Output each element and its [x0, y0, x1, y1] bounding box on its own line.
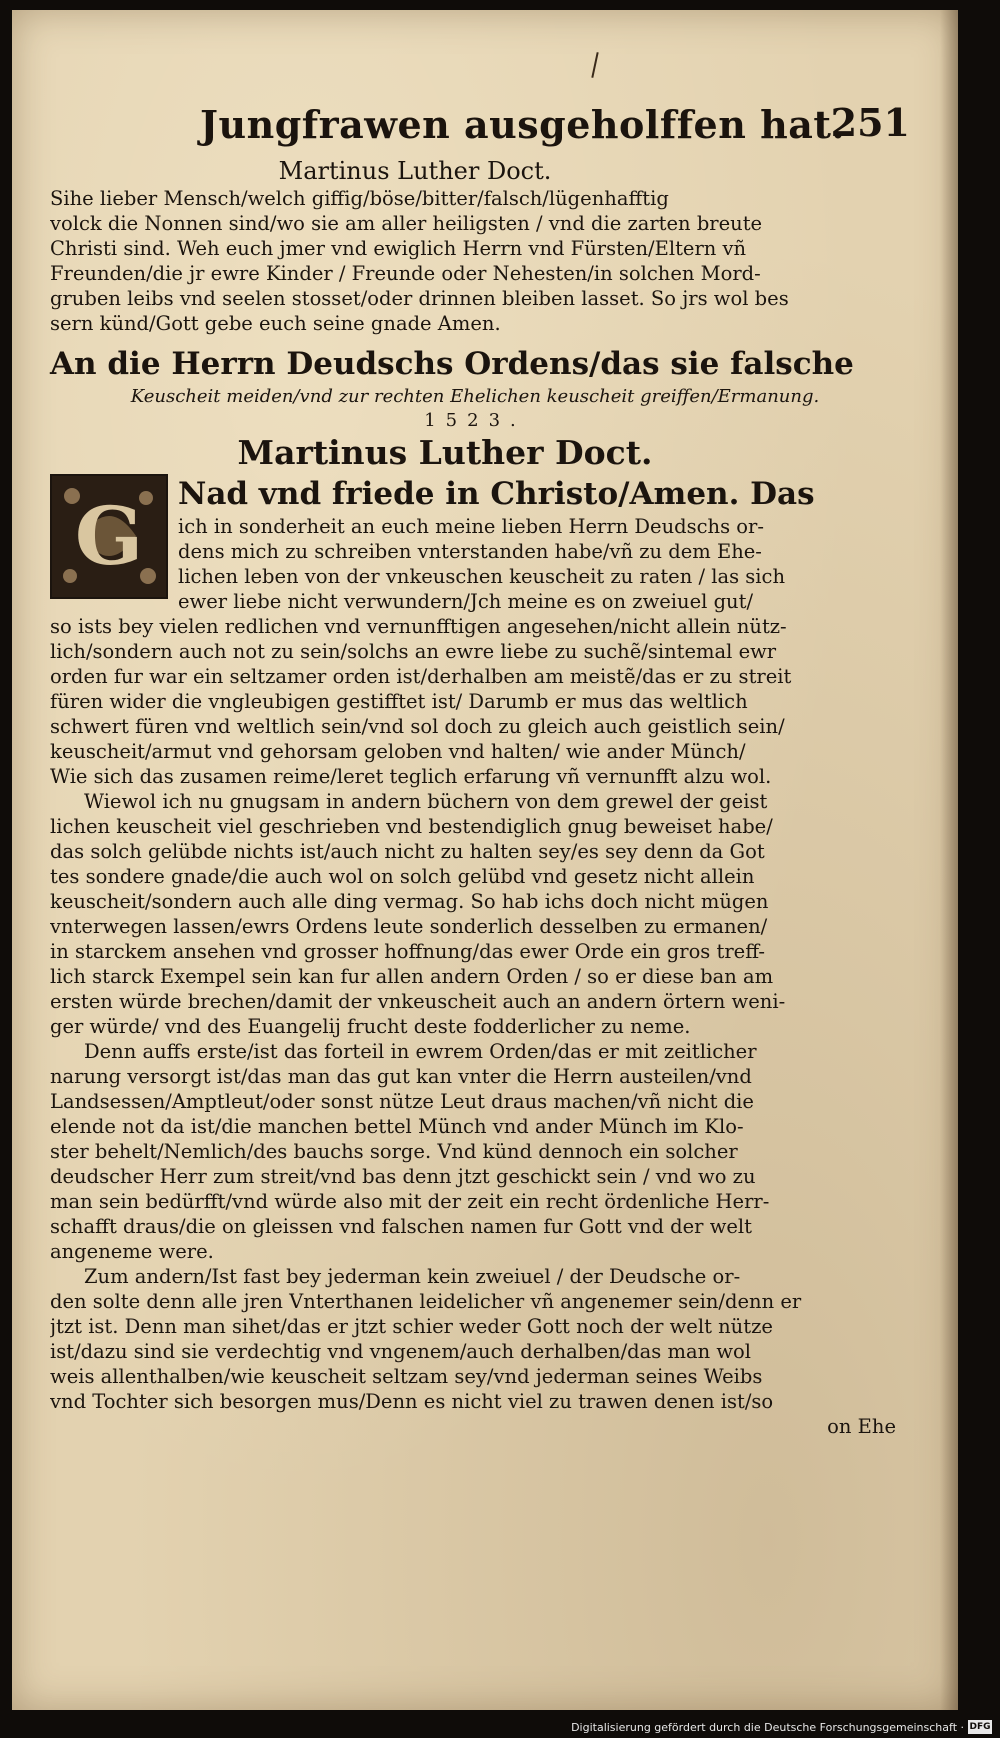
text-line: den solte denn alle jren Vnterthanen leidelicher vñ angenemer sein/denn er	[50, 1290, 802, 1313]
text-line: Wie sich das zusamen reime/leret teglich erfarung vñ vernunfft alzu wol.	[50, 765, 772, 788]
text-line: Landsessen/Amptleut/oder sonst nütze Leut draus machen/vñ nicht die	[50, 1090, 754, 1113]
text-line: Denn auffs erste/ist das forteil in ewrem Orden/das er mit zeitlicher	[84, 1040, 757, 1063]
running-head	[50, 100, 910, 156]
text-line: gruben leibs vnd seelen stosset/oder drinnen bleiben lasset. So jrs wol bes	[50, 287, 789, 310]
decorated-initial-icon	[52, 476, 166, 597]
section2-author: Martinus Luther Doct.	[237, 433, 653, 472]
text-line: elende not da ist/die manchen bettel Münch vnd ander Münch im Klo-	[50, 1115, 744, 1138]
text-line: keuscheit/armut vnd gehorsam geloben vnd halten/ wie ander Münch/	[50, 740, 746, 763]
text-line: schafft draus/die on gleissen vnd falschen namen fur Gott vnd der welt	[50, 1215, 753, 1238]
text-line: keuscheit/sondern auch alle ding vermag. So hab ichs doch nicht mügen	[50, 890, 769, 913]
text-line: vnd Tochter sich besorgen mus/Denn es nicht viel zu trawen denen ist/so	[50, 1390, 774, 1413]
paragraph-2	[50, 789, 900, 1039]
text-line: ersten würde brechen/damit der vnkeuscheit auch an andern örtern weni-	[50, 990, 786, 1013]
text-line: schwert füren vnd weltlich sein/vnd sol doch zu gleich auch geistlich sein/	[50, 715, 785, 738]
text-line: orden fur war ein seltzamer orden ist/derhalben am meistẽ/das er zu streit	[50, 665, 792, 688]
text-line: Christi sind. Weh euch jmer vnd ewiglich Herrn vnd Fürsten/Eltern vñ	[50, 237, 747, 260]
text-line: narung versorgt ist/das man das gut kan vnter die Herrn austeilen/vnd	[50, 1065, 752, 1088]
initial-letter: G	[74, 489, 144, 583]
text-block	[50, 100, 910, 1440]
first-line: Nad vnd friede in Christo/Amen. Das	[178, 476, 815, 512]
decorated-initial	[50, 474, 168, 599]
running-title: Jungfrawen ausgeholffen hat.	[200, 102, 846, 147]
text-line: ger würde/ vnd des Euangelij frucht deste fodderlicher zu neme.	[50, 1015, 691, 1038]
text-line: in starckem ansehen vnd grosser hoffnung/das ewer Orde ein gros treff-	[50, 940, 765, 963]
text-line: Zum andern/Ist fast bey jederman kein zweiuel / der Deudsche or-	[84, 1265, 741, 1288]
section2-year: 1523.	[424, 410, 526, 431]
text-line: ich in sonderheit an euch meine lieben Herrn Deudschs or-	[178, 515, 764, 538]
text-line: lichen leben von der vnkeuschen keuscheit zu raten / las sich	[178, 565, 786, 588]
text-line: Freunden/die jr ewre Kinder / Freunde oder Nehesten/in solchen Mord-	[50, 262, 761, 285]
text-line: das solch gelübde nichts ist/auch nicht zu halten sey/es sey denn da Got	[50, 840, 765, 863]
text-line: sern künd/Gott gebe euch seine gnade Amen.	[50, 312, 501, 335]
text-line: ewer liebe nicht verwundern/Jch meine es on zweiuel gut/	[178, 590, 754, 613]
text-line: jtzt ist. Denn man sihet/das er jtzt schier weder Gott noch der welt nütze	[50, 1315, 773, 1338]
text-line: ist/dazu sind sie verdechtig vnd vngenem/auch derhalben/das man wol	[50, 1340, 752, 1363]
section2-heading: An die Herrn Deudschs Ordens/das sie falsche	[50, 346, 854, 382]
text-line: Sihe lieber Mensch/welch giffig/böse/bitter/falsch/lügenhafftig	[50, 187, 669, 210]
paragraph-4	[50, 1264, 900, 1414]
page-edge-shadow	[940, 10, 958, 1710]
text-line: so ists bey vielen redlichen vnd vernunfftigen angesehen/nicht allein nütz-	[50, 615, 787, 638]
section2-subheading: Keuscheit meiden/vnd zur rechten Ehelichen keuscheit greiffen/Ermanung.	[130, 386, 820, 407]
footer-credit: Digitalisierung gefördert durch die Deutsche Forschungsgemeinschaft ·	[571, 1721, 964, 1734]
opening-paragraph	[50, 474, 900, 614]
text-line: weis allenthalben/wie keuscheit seltzam sey/vnd jederman seines Weibs	[50, 1365, 763, 1388]
ink-mark	[591, 52, 598, 78]
section1-author: Martinus Luther Doct.	[278, 157, 552, 185]
section1-body	[50, 186, 900, 336]
book-page	[12, 10, 958, 1710]
text-line: lich/sondern auch not zu sein/solchs an ewre liebe zu suchẽ/sintemal ewr	[50, 640, 777, 663]
text-line: ster behelt/Nemlich/des bauchs sorge. Vnd künd dennoch ein solcher	[50, 1140, 738, 1163]
text-line: angeneme were.	[50, 1240, 214, 1263]
text-line: dens mich zu schreiben vnterstanden habe/vñ zu dem Ehe-	[178, 540, 762, 563]
page-number: 251	[830, 100, 910, 145]
catchword: on Ehe	[827, 1415, 896, 1438]
text-line: volck die Nonnen sind/wo sie am aller heiligsten / vnd die zarten breute	[50, 212, 763, 235]
text-line: Wiewol ich nu gnugsam in andern büchern von dem grewel der geist	[84, 790, 768, 813]
text-line: vnterwegen lassen/ewrs Ordens leute sonderlich desselben zu ermanen/	[50, 915, 768, 938]
text-line: füren wider die vngleubigen gestifftet ist/ Darumb er mus das weltlich	[50, 690, 748, 713]
paragraph-1	[50, 614, 900, 789]
footer-bar	[0, 1714, 1000, 1738]
text-line: tes sondere gnade/die auch wol on solch gelübd vnd gesetz nicht allein	[50, 865, 755, 888]
text-line: lichen keuscheit viel geschrieben vnd bestendiglich gnug beweiset habe/	[50, 815, 773, 838]
text-line: man sein bedürfft/vnd würde also mit der zeit ein recht ördenliche Herr-	[50, 1190, 770, 1213]
dfg-logo: DFG	[969, 1722, 991, 1732]
paragraph-3	[50, 1039, 900, 1264]
text-line: deudscher Herr zum streit/vnd bas denn jtzt geschickt sein / vnd wo zu	[50, 1165, 756, 1188]
text-line: lich starck Exempel sein kan fur allen andern Orden / so er diese ban am	[50, 965, 774, 988]
